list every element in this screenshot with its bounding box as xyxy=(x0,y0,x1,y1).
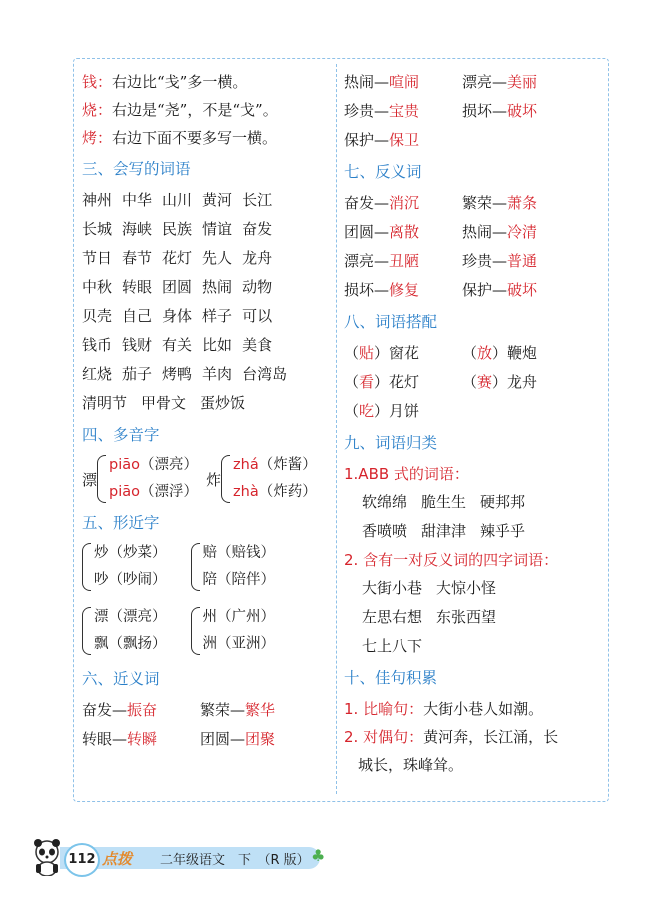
fill-word: 吃 xyxy=(359,402,375,420)
fill-word: 贴 xyxy=(359,344,375,362)
sentence-text: 黄河奔，长江涌，长 xyxy=(423,728,559,746)
word-item: 长江 xyxy=(242,191,273,209)
word-item: 自己 xyxy=(122,307,153,325)
antonym-row xyxy=(344,276,606,305)
four-char-grid xyxy=(344,574,606,661)
section-heading: 九、词语归类 xyxy=(344,434,438,452)
left-column xyxy=(82,68,332,754)
subheading: 2. 含有一对反义词的四字词语： xyxy=(344,551,559,569)
four-char-word: 东张西望 xyxy=(436,608,497,626)
word-item: 比如 xyxy=(202,336,233,354)
char-note: 右边是“尧”，不是“戈”。 xyxy=(112,101,278,119)
word-a: 奋发— xyxy=(344,194,390,212)
panda-mascot-icon xyxy=(30,838,64,876)
word-item: 节日 xyxy=(82,249,113,267)
target-word: 鞭炮 xyxy=(507,344,538,362)
abb-word: 甜津津 xyxy=(421,522,467,540)
sentence-text: 城长，珠峰耸。 xyxy=(358,756,464,774)
right-column xyxy=(344,68,606,779)
antonym-row xyxy=(344,189,606,218)
word-b: 普通 xyxy=(507,252,538,270)
sentence-line xyxy=(344,751,606,779)
char-label: 烧： xyxy=(82,101,113,119)
pinyin: zhá xyxy=(233,457,259,473)
brace xyxy=(221,455,230,503)
word-item: 黄河 xyxy=(202,191,233,209)
antonym-row xyxy=(344,218,606,247)
subheading: 1.ABB 式的词语： xyxy=(344,465,469,483)
polyphone-block xyxy=(82,452,332,506)
word-a: 损坏— xyxy=(344,281,390,299)
sentence-line xyxy=(344,695,606,723)
polyphone-item xyxy=(206,452,317,506)
word-item: 热闹 xyxy=(202,278,233,296)
footer-title: 二年级语文 下 （R 版） xyxy=(160,853,310,868)
word-item: 甲骨文 xyxy=(141,394,187,412)
char-note: 右边下面不要多写一横。 xyxy=(112,129,278,147)
word-b: 消沉 xyxy=(389,194,420,212)
word-b: 冷清 xyxy=(507,223,538,241)
polyphone-char: 漂 xyxy=(82,470,98,489)
word-a: 转眼— xyxy=(82,730,128,748)
word-grid xyxy=(82,186,332,389)
word-item: 身体 xyxy=(162,307,193,325)
word-a: 奋发— xyxy=(82,701,128,719)
four-char-word: 七上八下 xyxy=(362,637,423,655)
word-item: 茄子 xyxy=(122,365,153,383)
word-b: 丑陋 xyxy=(389,252,420,270)
word-a: 团圆— xyxy=(200,730,246,748)
pinyin: zhà xyxy=(233,484,259,500)
section-heading: 八、词语搭配 xyxy=(344,313,438,331)
word-item: 海峡 xyxy=(122,220,153,238)
word-item: 贝壳 xyxy=(82,307,113,325)
polyphone-item xyxy=(82,452,198,506)
brace xyxy=(82,543,91,591)
section-heading: 六、近义词 xyxy=(82,670,160,688)
word-b: 破坏 xyxy=(507,281,538,299)
word-a: 保护— xyxy=(462,281,508,299)
word-a: 热闹— xyxy=(344,73,390,91)
word-a: 繁荣— xyxy=(200,701,246,719)
word-item: 民族 xyxy=(162,220,193,238)
similar-word: 吵（吵闹） xyxy=(94,572,167,588)
column-divider xyxy=(336,64,337,794)
word-a: 繁荣— xyxy=(462,194,508,212)
word-a: 珍贵— xyxy=(344,102,390,120)
word-a: 热闹— xyxy=(462,223,508,241)
word-item: 花灯 xyxy=(162,249,193,267)
word-item: 清明节 xyxy=(82,394,128,412)
word-item: 动物 xyxy=(242,278,273,296)
word-item: 奋发 xyxy=(242,220,273,238)
word-item: 中秋 xyxy=(82,278,113,296)
word-b: 保卫 xyxy=(389,131,420,149)
word-a: 漂亮— xyxy=(344,252,390,270)
word-item: 台湾岛 xyxy=(242,365,288,383)
word-item: 中华 xyxy=(122,191,153,209)
word-row xyxy=(82,389,332,418)
similar-word: 陪（陪伴） xyxy=(202,572,275,588)
word-item: 样子 xyxy=(202,307,233,325)
word-item: 山川 xyxy=(162,191,193,209)
polyphone-char: 炸 xyxy=(206,470,222,489)
intro-line xyxy=(82,68,332,96)
synonym-row xyxy=(344,126,606,155)
word-item: 情谊 xyxy=(202,220,233,238)
reading-word: （漂浮） xyxy=(140,484,199,500)
word-b: 喧闹 xyxy=(389,73,420,91)
word-item: 可以 xyxy=(242,307,273,325)
fill-word: 放 xyxy=(477,344,493,362)
target-word: 窗花 xyxy=(389,344,420,362)
intro-line xyxy=(82,124,332,152)
word-item: 神州 xyxy=(82,191,113,209)
similar-word: 飘（飘扬） xyxy=(94,636,167,652)
word-b: 转瞬 xyxy=(127,730,158,748)
word-b: 振奋 xyxy=(127,701,158,719)
target-word: 花灯 xyxy=(389,373,420,391)
collocation-row: （吃）月饼 xyxy=(344,402,420,420)
reading-word: （炸药） xyxy=(258,484,317,500)
word-b: 宝贵 xyxy=(389,102,420,120)
abb-grid xyxy=(344,488,606,546)
page-number: 112 xyxy=(64,843,100,877)
cactus-icon: ♣ xyxy=(311,846,326,865)
sentence-line xyxy=(344,723,606,751)
section-heading: 十、佳句积累 xyxy=(344,669,438,687)
target-word: 龙舟 xyxy=(507,373,538,391)
collocation-row: （看）花灯 （赛）龙舟 xyxy=(344,373,538,391)
similar-row xyxy=(82,540,332,594)
abb-word: 脆生生 xyxy=(421,493,467,511)
synonym-row xyxy=(344,97,606,126)
section-heading: 五、形近字 xyxy=(82,514,160,532)
similar-row xyxy=(82,604,332,658)
antonym-row xyxy=(344,247,606,276)
similar-group xyxy=(82,540,167,594)
brace xyxy=(97,455,106,503)
fill-word: 赛 xyxy=(477,373,493,391)
reading-word: （漂亮） xyxy=(140,457,199,473)
word-item: 蛋炒饭 xyxy=(200,394,246,412)
word-b: 美丽 xyxy=(507,73,538,91)
section-heading: 四、多音字 xyxy=(82,426,160,444)
four-char-word: 左思右想 xyxy=(362,608,423,626)
similar-group xyxy=(191,540,276,594)
word-item: 团圆 xyxy=(162,278,193,296)
section-heading: 三、会写的词语 xyxy=(82,160,191,178)
page-footer xyxy=(0,838,658,878)
word-item: 钱财 xyxy=(122,336,153,354)
word-item: 烤鸭 xyxy=(162,365,193,383)
collocation-row: （贴）窗花 （放）鞭炮 xyxy=(344,344,538,362)
word-b: 离散 xyxy=(389,223,420,241)
abb-word: 辣乎乎 xyxy=(480,522,526,540)
synonym-row xyxy=(82,696,332,725)
word-item: 春节 xyxy=(122,249,153,267)
sentence-label: 1. 比喻句： xyxy=(344,700,424,718)
brand-logo: 点拨 xyxy=(102,850,133,868)
word-a: 保护— xyxy=(344,131,390,149)
abb-word: 硬邦邦 xyxy=(480,493,526,511)
word-item: 红烧 xyxy=(82,365,113,383)
fill-word: 看 xyxy=(359,373,375,391)
four-char-word: 大街小巷 xyxy=(362,579,423,597)
pinyin: piāo xyxy=(109,457,141,473)
char-label: 烤： xyxy=(82,129,113,147)
brace xyxy=(191,607,200,655)
similar-word: 漂（漂亮） xyxy=(94,609,167,625)
reading-word: （炸酱） xyxy=(258,457,317,473)
abb-word: 香喷喷 xyxy=(362,522,408,540)
section-heading: 七、反义词 xyxy=(344,163,422,181)
word-a: 团圆— xyxy=(344,223,390,241)
word-a: 损坏— xyxy=(462,102,508,120)
word-item: 羊肉 xyxy=(202,365,233,383)
similar-word: 赔（赔钱） xyxy=(202,545,275,561)
word-item: 钱币 xyxy=(82,336,113,354)
word-b: 破坏 xyxy=(507,102,538,120)
intro-line xyxy=(82,96,332,124)
word-b: 修复 xyxy=(389,281,420,299)
target-word: 月饼 xyxy=(389,402,420,420)
word-a: 珍贵— xyxy=(462,252,508,270)
word-item: 龙舟 xyxy=(242,249,273,267)
word-b: 繁华 xyxy=(245,701,276,719)
abb-word: 软绵绵 xyxy=(362,493,408,511)
four-char-word: 大惊小怪 xyxy=(436,579,497,597)
char-note: 右边比“戋”多一横。 xyxy=(112,73,248,91)
brace xyxy=(82,607,91,655)
similar-word: 炒（炒菜） xyxy=(94,545,167,561)
synonym-row xyxy=(344,68,606,97)
word-b: 萧条 xyxy=(507,194,538,212)
sentence-label: 2. 对偶句： xyxy=(344,728,424,746)
word-item: 先人 xyxy=(202,249,233,267)
word-item: 转眼 xyxy=(122,278,153,296)
similar-group xyxy=(82,604,167,658)
word-b: 团聚 xyxy=(245,730,276,748)
sentence-text: 大街小巷人如潮。 xyxy=(423,700,544,718)
word-item: 长城 xyxy=(82,220,113,238)
pinyin: piāo xyxy=(109,484,141,500)
brace xyxy=(191,543,200,591)
similar-word: 洲（亚洲） xyxy=(202,636,275,652)
char-label: 钱： xyxy=(82,73,113,91)
word-a: 漂亮— xyxy=(462,73,508,91)
word-item: 美食 xyxy=(242,336,273,354)
word-item: 有关 xyxy=(162,336,193,354)
similar-word: 州（广州） xyxy=(202,609,275,625)
similar-group xyxy=(191,604,276,658)
synonym-row xyxy=(82,725,332,754)
